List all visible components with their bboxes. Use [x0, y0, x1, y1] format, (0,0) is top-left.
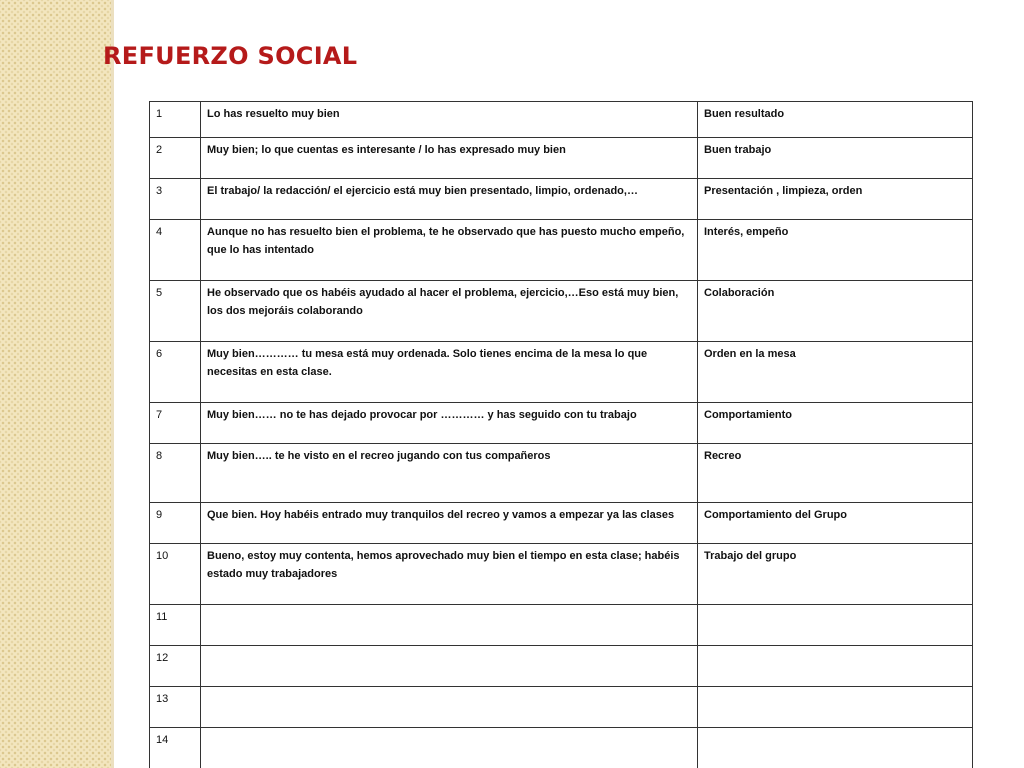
reinforcement-phrase: Aunque no has resuelto bien el problema, te he observado que has puesto mucho empeño, que lo has intentado: [201, 220, 698, 281]
row-number: 12: [150, 646, 201, 687]
decorative-side-band: [0, 0, 111, 768]
row-number: 1: [150, 102, 201, 138]
reinforcement-phrase: Muy bien…… no te has dejado provocar por ………… y has seguido con tu trabajo: [201, 403, 698, 444]
reinforcement-phrase: [201, 728, 698, 768]
table-row: [150, 179, 973, 220]
row-number: 8: [150, 444, 201, 503]
reinforcement-category: Recreo: [698, 444, 973, 503]
reinforcement-category: Buen resultado: [698, 102, 973, 138]
row-number: 11: [150, 605, 201, 646]
reinforcement-category: Orden en la mesa: [698, 342, 973, 403]
reinforcement-phrase: [201, 646, 698, 687]
table-row: [150, 220, 973, 281]
reinforcement-phrase: Lo has resuelto muy bien: [201, 102, 698, 138]
table-row: [150, 503, 973, 544]
reinforcement-category: Comportamiento del Grupo: [698, 503, 973, 544]
reinforcement-category: Buen trabajo: [698, 138, 973, 179]
reinforcement-phrase: [201, 605, 698, 646]
reinforcement-category: Trabajo del grupo: [698, 544, 973, 605]
table-row: [150, 687, 973, 728]
row-number: 4: [150, 220, 201, 281]
table-row: [150, 102, 973, 138]
table-row: [150, 342, 973, 403]
table-row: [150, 444, 973, 503]
reinforcement-phrase: Bueno, estoy muy contenta, hemos aprovechado muy bien el tiempo en esta clase; habéis estado muy trabajadores: [201, 544, 698, 605]
row-number: 7: [150, 403, 201, 444]
reinforcement-category: [698, 687, 973, 728]
reinforcement-phrase: Que bien. Hoy habéis entrado muy tranquilos del recreo y vamos a empezar ya las clases: [201, 503, 698, 544]
reinforcement-category: [698, 605, 973, 646]
table-row: [150, 138, 973, 179]
row-number: 6: [150, 342, 201, 403]
row-number: 2: [150, 138, 201, 179]
page-title: REFUERZO SOCIAL: [103, 42, 358, 70]
reinforcement-category: [698, 728, 973, 768]
reinforcement-phrase: [201, 687, 698, 728]
table-row: [150, 281, 973, 342]
reinforcement-category: Interés, empeño: [698, 220, 973, 281]
table-row: [150, 544, 973, 605]
row-number: 5: [150, 281, 201, 342]
reinforcement-phrase: Muy bien………… tu mesa está muy ordenada. Solo tienes encima de la mesa lo que necesitas en esta clase.: [201, 342, 698, 403]
reinforcement-category: Comportamiento: [698, 403, 973, 444]
row-number: 10: [150, 544, 201, 605]
row-number: 3: [150, 179, 201, 220]
social-reinforcement-table: [149, 101, 973, 768]
row-number: 14: [150, 728, 201, 768]
reinforcement-phrase: He observado que os habéis ayudado al hacer el problema, ejercicio,…Eso está muy bien, los dos mejoráis colaborando: [201, 281, 698, 342]
reinforcement-category: Colaboración: [698, 281, 973, 342]
table-row: [150, 403, 973, 444]
table-row: [150, 646, 973, 687]
table-row: [150, 728, 973, 768]
reinforcement-category: [698, 646, 973, 687]
row-number: 13: [150, 687, 201, 728]
decorative-side-line: [111, 0, 114, 768]
row-number: 9: [150, 503, 201, 544]
reinforcement-phrase: Muy bien….. te he visto en el recreo jugando con tus compañeros: [201, 444, 698, 503]
reinforcement-phrase: Muy bien; lo que cuentas es interesante / lo has expresado muy bien: [201, 138, 698, 179]
reinforcement-category: Presentación , limpieza, orden: [698, 179, 973, 220]
reinforcement-phrase: El trabajo/ la redacción/ el ejercicio está muy bien presentado, limpio, ordenado,…: [201, 179, 698, 220]
table-row: [150, 605, 973, 646]
